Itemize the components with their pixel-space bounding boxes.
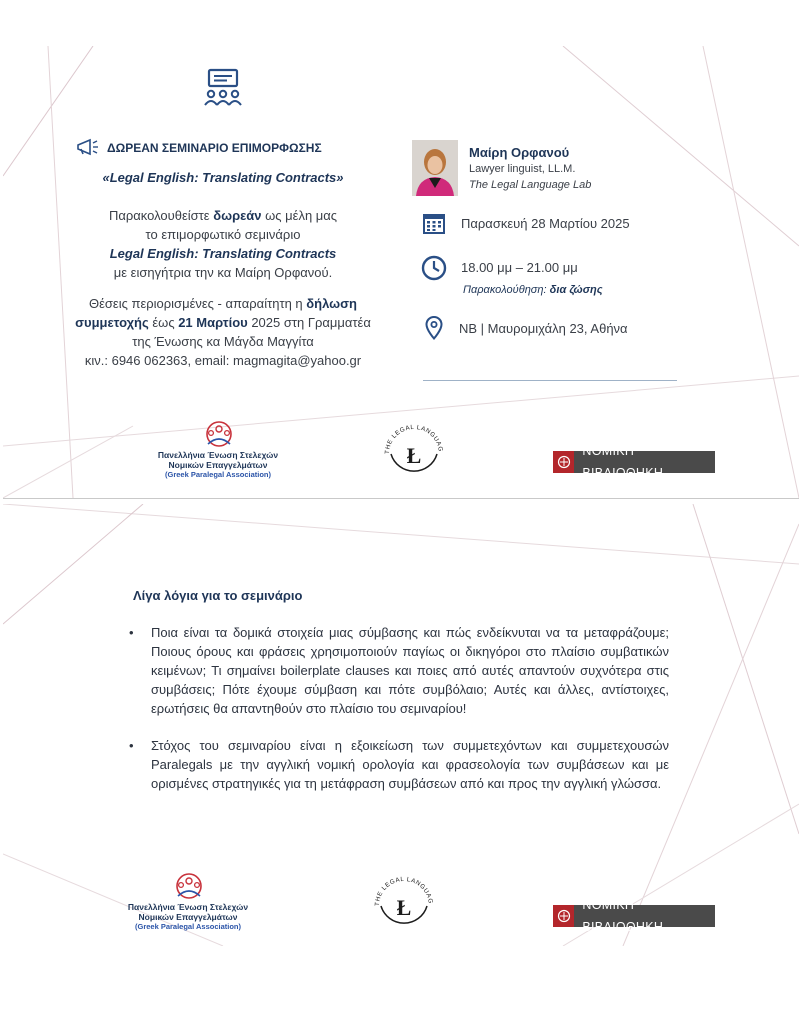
- about-bullet-1: • Ποια είναι τα δομικά στοιχεία μιας σύμβασης και πώς ενδείκνυται να τα μεταφράζουμε; Ποιους όρους και φράσεις χρησιμοποιούν παγίως οι δικηγόροι στο πλαίσιο συμβατικών κειμένων; Τι σημαίνει boilerplate clauses και ποιες από αυτές απαντούν συχνότερα στις συμβάσεις; Πότε έχουμε σύμβαση και πότε συμβόλαιο; Αυτές και άλλες, αντίστοιχες, ερωτήσεις θα απαντηθούν στο πλαίσιο του σεμιναρίου!: [127, 623, 669, 718]
- svg-text:THE LEGAL LANGUAGE LAB: THE LEGAL LANGUAG: [373, 875, 434, 907]
- intro-line-2: το επιμορφωτικό σεμινάριο: [145, 227, 301, 242]
- event-location: ΝΒ | Μαυρομιχάλη 23, Αθήνα: [459, 321, 628, 336]
- paralegal-association-emblem: [172, 872, 206, 900]
- event-date: Παρασκευή 28 Μαρτίου 2025: [461, 216, 630, 231]
- svg-text:Ł: Ł: [396, 895, 412, 920]
- notice-line-4[interactable]: κιν.: 6946 062363, email: magmagita@yahoo.gr: [84, 353, 362, 368]
- about-bullets: [127, 623, 669, 811]
- speaker-photo: [412, 140, 458, 196]
- intro-line-1: Παρακολουθείστε δωρεάν ως μέλη μας: [108, 208, 338, 223]
- notice-line-3: της Ένωσης κα Μάγδα Μαγγίτα: [132, 334, 314, 349]
- intro-line-3: Legal English: Translating Contracts: [109, 246, 337, 261]
- about-heading: Λίγα λόγια για το σεμινάριο: [133, 588, 303, 603]
- notice-line-1: Θέσεις περιορισμένες - απαραίτητη η δήλωση: [89, 296, 357, 311]
- flyer-card-front: [3, 46, 799, 499]
- legal-language-lab-mark: [383, 414, 445, 482]
- registration-notice: [53, 294, 393, 370]
- legal-language-lab-logo: [383, 414, 445, 482]
- speaker-role: Lawyer linguist, LL.M.: [469, 163, 576, 175]
- about-bullet-2: • Στόχος του σεμιναρίου είναι η εξοικείωση των συμμετεχόντων και συμμετεχουσών Paralegals με την αγγλική νομική ορολογία και φρασεολογία των συμβάσεων και με ορισμένες στρατηγικές για τη μετάφραση συμβάσεων από και προς την αγγλική γλώσσα.: [127, 736, 669, 793]
- speaker-organization: The Legal Language Lab: [469, 179, 592, 191]
- paralegal-association-emblem: [202, 420, 236, 448]
- legal-language-lab-mark: [373, 866, 435, 934]
- flyer-card-back: [3, 504, 799, 946]
- svg-text:Ł: Ł: [406, 443, 422, 468]
- notice-line-2: συμμετοχής έως 21 Μαρτίου 2025 στη Γραμματέα: [75, 315, 371, 330]
- speaker-name: Μαίρη Ορφανού: [469, 145, 570, 160]
- event-time: 18.00 μμ – 21.00 μμ: [461, 260, 578, 275]
- nomiki-emblem-icon: [553, 905, 574, 927]
- paralegal-association-logo: Πανελλήνια Ένωση Στελεχών Νομικών Επαγγελμάτων (Greek Paralegal Association): [157, 450, 279, 479]
- location-pin-icon: [425, 316, 443, 340]
- divider-line: [423, 380, 677, 381]
- intro-paragraph: [63, 206, 383, 282]
- svg-text:THE LEGAL LANGUAGE LAB: THE LEGAL LANGUAG: [383, 423, 444, 455]
- seminar-audience-icon: [203, 68, 243, 108]
- course-title: «Legal English: Translating Contracts»: [102, 170, 344, 185]
- clock-icon: [421, 255, 447, 281]
- attendance-mode: Παρακολούθηση: δια ζώσης: [463, 284, 603, 296]
- legal-language-lab-logo: [373, 866, 435, 934]
- megaphone-icon: [75, 138, 103, 156]
- nomiki-vivliothiki-logo: ΝΟΜΙΚΗ ΒΙΒΛΙΟΘΗΚΗ: [553, 905, 715, 927]
- seminar-heading: ΔΩΡΕΑΝ ΣΕΜΙΝΑΡΙΟ ΕΠΙΜΟΡΦΩΣΗΣ: [107, 141, 322, 155]
- nomiki-emblem-icon: [553, 451, 574, 473]
- intro-line-4: με εισηγήτρια την κα Μαίρη Ορφανού.: [113, 265, 333, 280]
- calendar-icon: [423, 212, 445, 234]
- paralegal-association-logo: Πανελλήνια Ένωση Στελεχών Νομικών Επαγγελμάτων (Greek Paralegal Association): [127, 902, 249, 931]
- nomiki-vivliothiki-logo: ΝΟΜΙΚΗ ΒΙΒΛΙΟΘΗΚΗ: [553, 451, 715, 473]
